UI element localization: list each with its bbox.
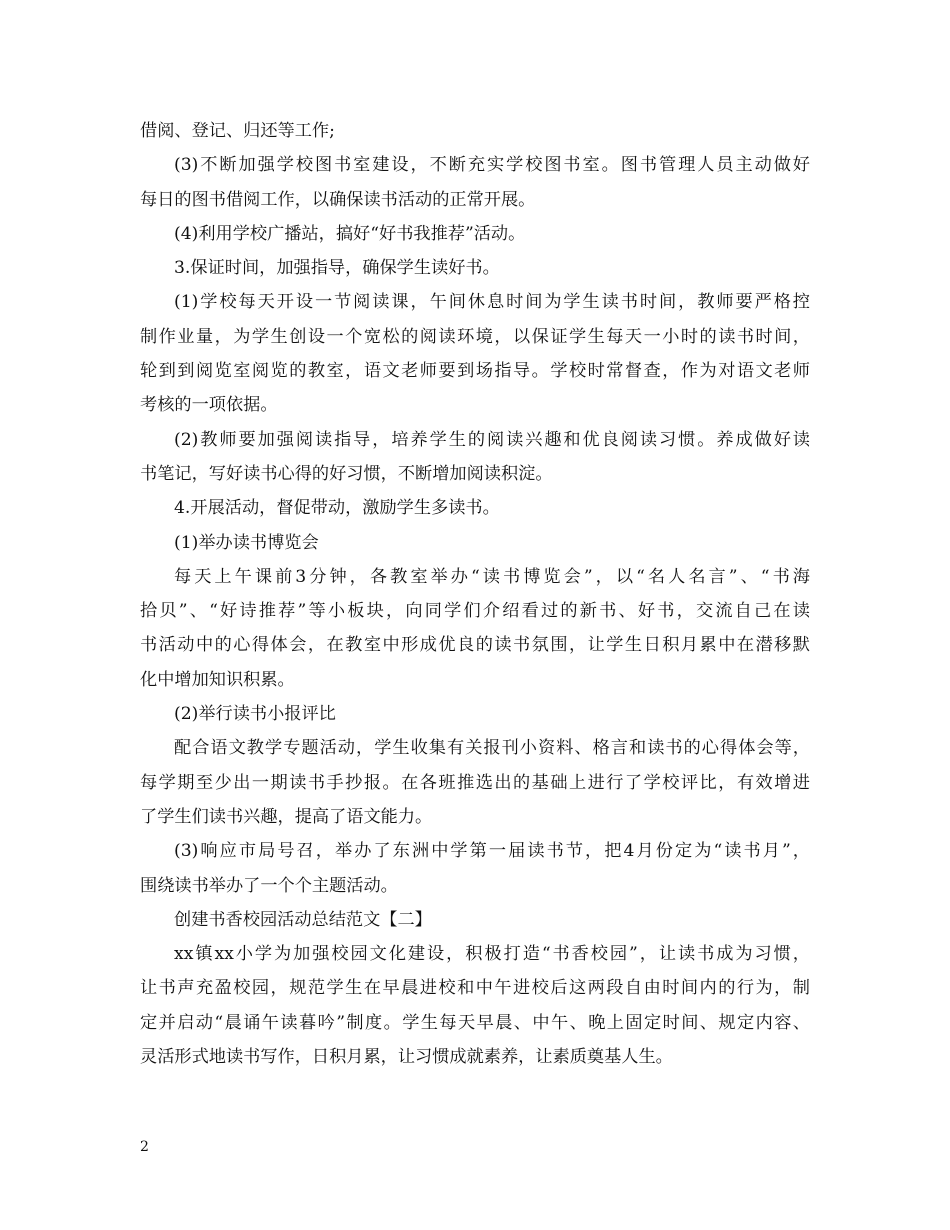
text-line: (1)举办读书博览会 — [174, 532, 319, 553]
text-line: 借阅、登记、归还等工作; — [140, 121, 335, 141]
text-line: 制作业量，为学生创设一个宽松的阅读环境，以保证学生每天一小时的读书时间， — [140, 326, 810, 347]
text-line: (2)教师要加强阅读指导，培养学生的阅读兴趣和优良阅读习惯。养成做好读 — [174, 429, 810, 450]
text-line: 灵活形式地读书写作，日积月累，让习惯成就素养，让素质奠基人生。 — [140, 1047, 673, 1068]
text-line: 轮到到阅览室阅览的教室，语文老师要到场指导。学校时常督查，作为对语文老师 — [140, 361, 810, 382]
text-line: (2)举行读书小报评比 — [174, 704, 336, 725]
text-line: 4.开展活动，督促带动，激励学生多读书。 — [174, 498, 500, 519]
text-line: (1)学校每天开设一节阅读课，午间休息时间为学生读书时间，教师要严格控 — [174, 292, 810, 313]
text-line: 定并启动“晨诵午读暮吟”制度。学生每天早晨、中午、晚上固定时间、规定内容、 — [140, 1012, 810, 1033]
text-line: 每学期至少出一期读书手抄报。在各班推选出的基础上进行了学校评比，有效增进 — [140, 772, 810, 793]
text-line: 配合语文教学专题活动，学生收集有关报刊小资料、格言和读书的心得体会等， — [174, 738, 810, 759]
text-line: (4)利用学校广播站，搞好“好书我推荐”活动。 — [174, 223, 526, 244]
text-line: xx镇xx小学为加强校园文化建设，积极打造“书香校园”，让读书成为习惯， — [174, 944, 810, 965]
text-line: 了学生们读书兴趣，提高了语文能力。 — [140, 806, 433, 827]
text-line: (3)不断加强学校图书室建设，不断充实学校图书室。图书管理人员主动做好 — [174, 155, 810, 176]
text-line: 3.保证时间，加强指导，确保学生读好书。 — [174, 258, 500, 279]
text-line: 考核的一项依据。 — [140, 395, 278, 416]
document-body — [140, 114, 810, 1074]
text-line: 书笔记，写好读书心得的好习惯，不断增加阅读积淀。 — [140, 463, 553, 484]
text-line: 书活动中的心得体会，在教室中形成优良的读书氛围，让学生日积月累中在潜移默 — [140, 635, 810, 656]
text-line: 每日的图书借阅工作，以确保读书活动的正常开展。 — [140, 189, 536, 210]
text-line: (3)响应市局号召，举办了东洲中学第一届读书节，把4月份定为“读书月”， — [174, 841, 810, 862]
text-line: 围绕读书举办了一个个主题活动。 — [140, 875, 398, 896]
text-line: 化中增加知识积累。 — [140, 669, 295, 690]
text-line: 拾贝”、“好诗推荐”等小板块，向同学们介绍看过的新书、好书，交流自己在读 — [140, 601, 810, 622]
text-line: 每天上午课前3分钟，各教室举办“读书博览会”，以“名人名言”、“书海 — [174, 566, 810, 587]
page-number: 2 — [140, 1139, 149, 1155]
text-line: 让书声充盈校园，规范学生在早晨进校和中午进校后这两段自由时间内的行为，制 — [140, 978, 810, 999]
text-line: 创建书香校园活动总结范文【二】 — [174, 909, 432, 930]
